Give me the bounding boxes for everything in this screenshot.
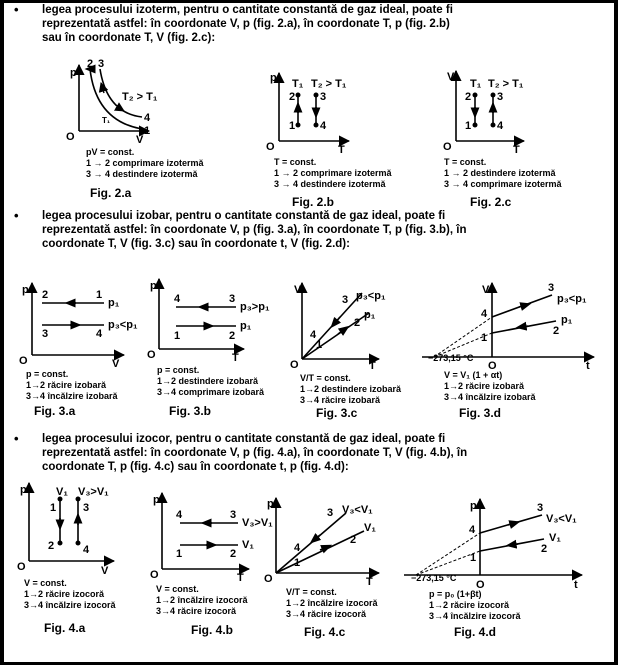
note: 1→2 răcire izocoră bbox=[429, 600, 510, 610]
axis-label-p: p bbox=[270, 72, 277, 84]
pressure-relation: p₃<p₁ bbox=[356, 290, 386, 302]
state-point bbox=[473, 123, 478, 128]
point-label: 1 bbox=[50, 502, 57, 514]
state-point bbox=[296, 123, 301, 128]
isotherm-label: T₁ bbox=[470, 78, 482, 90]
point-label: 4 bbox=[481, 308, 488, 320]
point-label: 1 bbox=[289, 120, 296, 132]
volume-relation: V₃>V₁ bbox=[242, 517, 273, 529]
isochore-label: V₁ bbox=[242, 539, 254, 551]
text-line: coordonate T, V (fig. 3.c) sau în coordonate t, V (fig. 2.d): bbox=[42, 238, 350, 250]
bullet: • bbox=[14, 2, 19, 17]
point-label: 1 bbox=[470, 552, 477, 564]
axis-label-t: T bbox=[237, 572, 244, 584]
point-label: 1 bbox=[465, 120, 472, 132]
axis-label-t: T bbox=[513, 144, 520, 156]
point-label: 3 bbox=[229, 293, 236, 305]
note: 1→2 destindere izobară bbox=[157, 376, 259, 386]
axis-label-p: p bbox=[20, 484, 27, 496]
fig-3d bbox=[422, 282, 594, 402]
text-line: legea procesului izocor, pentru o cantitate constantă de gaz ideal, poate fi bbox=[42, 433, 446, 445]
axis-label-t: T bbox=[366, 576, 373, 588]
origin-label: O bbox=[443, 141, 452, 153]
axis-label-v: V bbox=[482, 284, 490, 296]
isobar-label: p₁ bbox=[364, 309, 376, 321]
note: 3 → 4 destindere izotermă bbox=[86, 169, 198, 179]
note: 1→2 încălzire izocoră bbox=[156, 595, 248, 605]
point-label: 3 bbox=[497, 91, 504, 103]
caption-fig-2a: Fig. 2.a bbox=[90, 186, 132, 200]
note: 1→2 încălzire izocoră bbox=[286, 598, 378, 608]
axis-label-p: p bbox=[470, 500, 477, 512]
note: p = p₀ (1+βt) bbox=[429, 589, 482, 599]
axis-label-v: V bbox=[101, 565, 109, 577]
isotherm-label: T₁ bbox=[102, 116, 111, 125]
point-label: 4 bbox=[174, 293, 181, 305]
note: 3→4 încălzire izocoră bbox=[24, 600, 116, 610]
point-label: 2 bbox=[465, 91, 472, 103]
origin-label: O bbox=[290, 359, 299, 371]
caption-fig-3c: Fig. 3.c bbox=[316, 406, 358, 420]
note: 3→4 comprimare izobară bbox=[157, 387, 265, 397]
caption-fig-4d: Fig. 4.d bbox=[454, 625, 496, 639]
axis-label-v: V bbox=[447, 71, 455, 83]
point-label: 2 bbox=[350, 534, 357, 546]
point-label: 4 bbox=[176, 509, 183, 521]
fig-3c bbox=[290, 283, 402, 405]
point-label: 1 bbox=[481, 332, 488, 344]
temperature-relation: T₂ > T₁ bbox=[122, 91, 158, 103]
arrow bbox=[519, 305, 526, 307]
origin-label: O bbox=[488, 360, 497, 372]
note: 1→2 răcire izocoră bbox=[24, 589, 105, 599]
axis-label-p: p bbox=[70, 67, 77, 79]
note: V/T = const. bbox=[300, 373, 351, 383]
note: 3 → 4 destindere izotermă bbox=[274, 179, 386, 189]
point-label: 4 bbox=[320, 120, 327, 132]
fig-4c bbox=[264, 498, 379, 619]
point-label: 3 bbox=[320, 91, 327, 103]
axis-label-v: V bbox=[136, 134, 144, 146]
point-label: 2 bbox=[289, 91, 296, 103]
axis-label-p: p bbox=[22, 284, 29, 296]
axis-label-p: p bbox=[267, 498, 274, 510]
point-label: 2 bbox=[541, 543, 548, 555]
fig-2a bbox=[66, 58, 205, 179]
origin-label: O bbox=[150, 569, 159, 581]
isotherm-label: T₁ bbox=[292, 78, 304, 90]
note: 1 → 2 comprimare izotermă bbox=[86, 158, 204, 168]
axis-label-p: p bbox=[150, 280, 157, 292]
caption-fig-2b: Fig. 2.b bbox=[292, 195, 334, 209]
point-label: 1 bbox=[96, 289, 103, 301]
isobar-p3 bbox=[302, 293, 362, 359]
caption-fig-2c: Fig. 2.c bbox=[470, 195, 512, 209]
volume-relation: V₃>V₁ bbox=[78, 486, 109, 498]
bullet: • bbox=[14, 208, 19, 223]
state-point bbox=[76, 541, 81, 546]
volume-relation: V₃<V₁ bbox=[546, 513, 577, 525]
point-label: 1 bbox=[316, 339, 323, 351]
note: T = const. bbox=[274, 157, 317, 167]
point-label: 2 bbox=[553, 325, 560, 337]
fig-2c bbox=[443, 71, 563, 189]
point-label: 4 bbox=[469, 524, 476, 536]
fig-4b bbox=[150, 493, 273, 616]
isobar-label: p₁ bbox=[240, 320, 252, 332]
pressure-relation: p₃<p₁ bbox=[108, 319, 138, 331]
temperature-relation: T₂ > T₁ bbox=[311, 78, 347, 90]
arrow bbox=[521, 326, 528, 327]
text-line: reprezentată astfel: în coordonate V, p (fig. 4.a), în coordonate T, V (fig. 4.b), în bbox=[42, 447, 468, 459]
point-label: 4 bbox=[96, 328, 103, 340]
point-label: 2 bbox=[229, 330, 236, 342]
origin-label: O bbox=[19, 355, 28, 367]
origin-label: O bbox=[147, 349, 156, 361]
point-label: 3 bbox=[98, 58, 105, 70]
state-point bbox=[491, 93, 496, 98]
point-label: 2 bbox=[354, 317, 361, 329]
point-label: 4 bbox=[497, 120, 504, 132]
note: 3 → 4 comprimare izotermă bbox=[444, 179, 562, 189]
isochore-label: V₁ bbox=[364, 522, 376, 534]
point-label: 1 bbox=[294, 557, 301, 569]
fig-4a bbox=[17, 483, 117, 610]
arrow bbox=[508, 523, 515, 525]
state-point bbox=[314, 123, 319, 128]
arrow bbox=[334, 317, 340, 324]
bullet: • bbox=[14, 431, 19, 446]
note: V = const. bbox=[24, 578, 67, 588]
state-point bbox=[491, 123, 496, 128]
isochore-v3 bbox=[276, 513, 346, 573]
axis-label-p: p bbox=[153, 494, 160, 506]
axis-label-t: T bbox=[232, 352, 239, 364]
note: 3→4 răcire izobară bbox=[300, 395, 381, 405]
arrow bbox=[338, 329, 345, 334]
note: T = const. bbox=[444, 157, 487, 167]
note: 1 → 2 destindere izotermă bbox=[444, 168, 556, 178]
note: V = V₁ (1 + αt) bbox=[444, 370, 503, 380]
point-label: 3 bbox=[83, 502, 90, 514]
fig-3a bbox=[19, 283, 138, 401]
note: V = const. bbox=[156, 584, 199, 594]
pressure-relation: p₃<p₁ bbox=[557, 293, 587, 305]
note: p = const. bbox=[157, 365, 200, 375]
note: p = const. bbox=[26, 369, 69, 379]
axis-label-t: t bbox=[586, 360, 590, 372]
arrow bbox=[314, 535, 320, 540]
text-line: coordonate T, p (fig. 4.c) sau în coordonate t, p (fig. 4.d): bbox=[42, 461, 349, 473]
origin-label: O bbox=[66, 131, 75, 143]
note: 1→2 destindere izobară bbox=[300, 384, 402, 394]
absolute-zero-label: −273,15 °C bbox=[411, 573, 457, 583]
isobar-label: p₁ bbox=[561, 314, 573, 326]
note: 1 → 2 comprimare izotermă bbox=[274, 168, 392, 178]
point-label: 4 bbox=[83, 544, 90, 556]
caption-fig-3b: Fig. 3.b bbox=[169, 404, 211, 418]
text-line: reprezentată astfel: în coordonate V, p (fig. 2.a), în coordonate T, p (fig. 2.b) bbox=[42, 18, 450, 30]
point-label: 4 bbox=[310, 329, 317, 341]
note: 3→4 încălzire izocoră bbox=[429, 611, 521, 621]
page bbox=[4, 3, 614, 662]
caption-fig-4c: Fig. 4.c bbox=[304, 625, 346, 639]
axis-label-t: T bbox=[369, 360, 376, 372]
origin-label: O bbox=[264, 573, 273, 585]
origin-label: O bbox=[266, 141, 275, 153]
note: 3→4 încălzire izobară bbox=[26, 391, 118, 401]
text-line: sau în coordonate T, V (fig. 2.c): bbox=[42, 32, 216, 44]
origin-label: O bbox=[476, 579, 485, 591]
axis-label-v: V bbox=[112, 358, 120, 370]
point-label: 3 bbox=[327, 507, 334, 519]
point-label: 4 bbox=[294, 542, 301, 554]
point-label: 3 bbox=[342, 294, 349, 306]
volume-relation: V₃<V₁ bbox=[342, 504, 373, 516]
note: V/T = const. bbox=[286, 587, 337, 597]
note: 1→2 răcire izobară bbox=[26, 380, 107, 390]
state-point bbox=[296, 93, 301, 98]
point-label: 1 bbox=[174, 330, 181, 342]
temperature-relation: T₂ > T₁ bbox=[488, 78, 524, 90]
absolute-zero-label: −273,15 °C bbox=[428, 353, 474, 363]
caption-fig-3d: Fig. 3.d bbox=[459, 406, 501, 420]
isobar-label: p₁ bbox=[108, 297, 120, 309]
point-label: 2 bbox=[230, 548, 237, 560]
axis-label-v: V bbox=[294, 284, 302, 296]
caption-fig-4b: Fig. 4.b bbox=[191, 623, 233, 637]
origin-label: O bbox=[17, 561, 26, 573]
note: 3→4 răcire izocoră bbox=[156, 606, 237, 616]
state-point bbox=[314, 93, 319, 98]
point-label: 3 bbox=[537, 502, 544, 514]
note: 1→2 răcire izobară bbox=[444, 381, 525, 391]
point-label: 1 bbox=[144, 125, 151, 137]
fig-3b bbox=[147, 279, 270, 397]
isochore-label: V₁ bbox=[56, 486, 68, 498]
text-line: legea procesului izobar, pentru o cantitate constantă de gaz ideal, poate fi bbox=[42, 210, 446, 222]
arrow bbox=[511, 544, 518, 545]
diagram-canvas bbox=[4, 3, 614, 662]
pressure-relation: p₃>p₁ bbox=[240, 301, 270, 313]
point-label: 2 bbox=[48, 540, 55, 552]
text-line: reprezentată astfel: în coordonate V, p (fig. 3.a), în coordonate T, p (fig. 3.b), în bbox=[42, 224, 467, 236]
caption-fig-3a: Fig. 3.a bbox=[34, 404, 76, 418]
axis-label-t: t bbox=[574, 579, 578, 591]
point-label: 3 bbox=[230, 509, 237, 521]
axis-label-t: T bbox=[338, 144, 345, 156]
note: 3→4 încălzire izobară bbox=[444, 392, 536, 402]
note: 3→4 răcire izocoră bbox=[286, 609, 367, 619]
caption-fig-4a: Fig. 4.a bbox=[44, 621, 86, 635]
point-label: 1 bbox=[176, 548, 183, 560]
note: pV = const. bbox=[86, 147, 135, 157]
point-label: 3 bbox=[548, 282, 555, 294]
point-label: 3 bbox=[42, 328, 49, 340]
fig-2b bbox=[266, 72, 393, 189]
state-point bbox=[473, 93, 478, 98]
text-line: legea procesului izoterm, pentru o cantitate constantă de gaz ideal, poate fi bbox=[42, 4, 453, 16]
point-label: 4 bbox=[144, 112, 151, 124]
isochore-label: V₁ bbox=[549, 532, 561, 544]
point-label: 2 bbox=[87, 58, 94, 70]
point-label: 2 bbox=[42, 289, 49, 301]
state-point bbox=[58, 541, 63, 546]
fig-4d bbox=[404, 499, 582, 621]
